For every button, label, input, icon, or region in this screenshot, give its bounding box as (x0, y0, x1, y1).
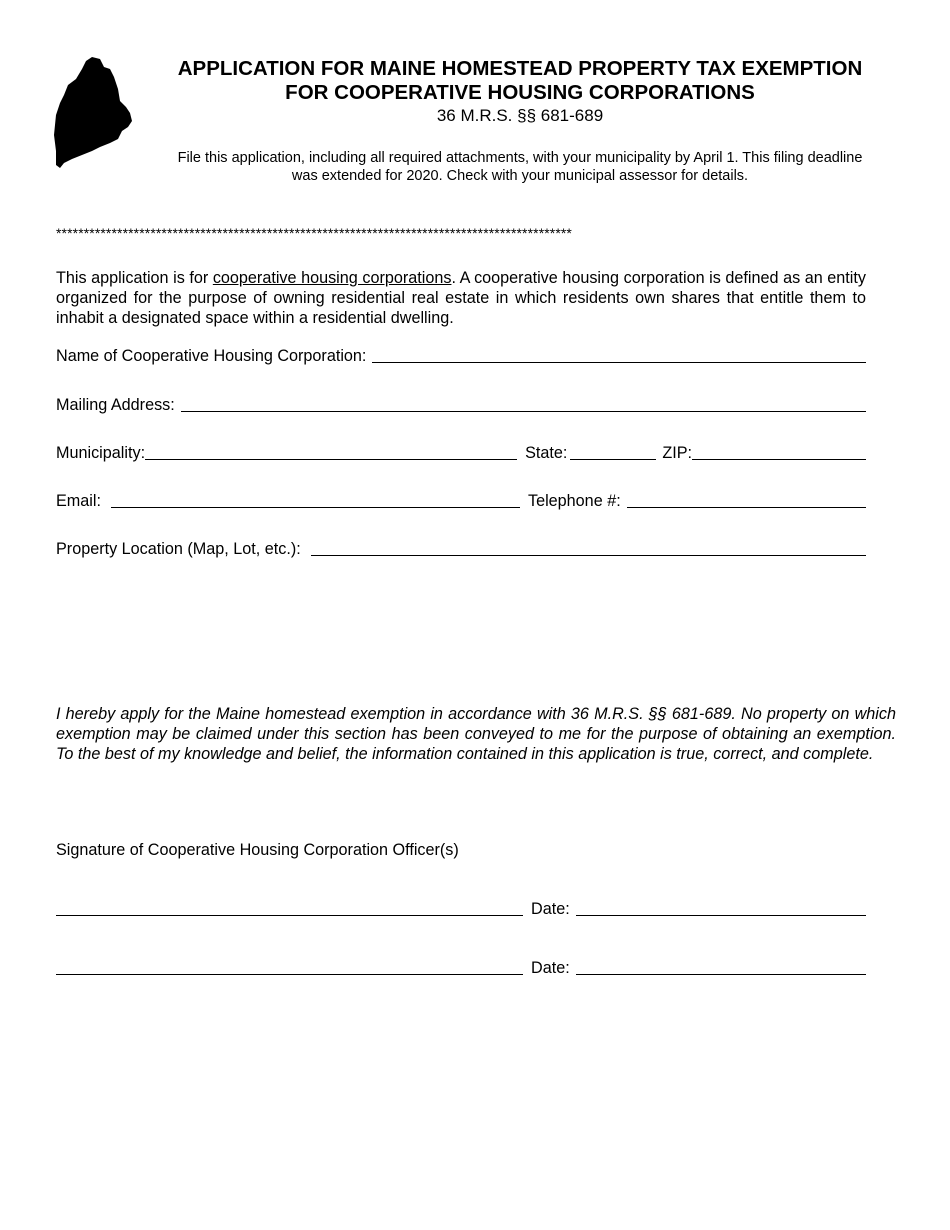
email-field[interactable] (111, 491, 520, 508)
telephone-field[interactable] (627, 491, 866, 508)
filing-instructions-line-1: File this application, including all required attachments, with your municipality by April 1. This filing deadline (177, 150, 863, 166)
property-location-field[interactable] (311, 539, 866, 556)
zip-field[interactable] (692, 443, 866, 460)
intro-suffix: . A cooperative housing corporation is defined as an entity organized for the purpose of owning residential real estate in which residents own shares that entitle them to inhabit a designated space within a residential dwelling. (56, 269, 866, 327)
officer-signature-field-2[interactable] (56, 958, 523, 975)
signature-row-2 (56, 956, 866, 978)
state-field[interactable] (570, 443, 656, 460)
email-telephone-row (56, 489, 866, 511)
mailing-address-row (56, 393, 866, 415)
date-field-2[interactable] (576, 958, 866, 975)
date-label-2: Date: (531, 959, 570, 977)
intro-underlined-term: cooperative housing corporations (212, 269, 452, 287)
declaration-statement: I hereby apply for the Maine homestead exemption in accordance with 36 M.R.S. §§ 681-689. No property on which exemption may be claimed under this section has been conveyed to me for the purpose of obtaining an exemption. To the best of my knowledge and belief, the information contained in this application is true, correct, and complete. (56, 705, 896, 763)
statute-reference: 36 M.R.S. §§ 681-689 (436, 106, 604, 125)
property-location-label: Property Location (Map, Lot, etc.): (56, 540, 301, 558)
municipality-label: Municipality: (56, 444, 146, 462)
municipality-field[interactable] (145, 443, 517, 460)
corporation-name-field[interactable] (372, 346, 866, 363)
maine-state-silhouette-icon (52, 55, 136, 169)
filing-instructions-line-2: was extended for 2020. Check with your municipal assessor for details. (291, 168, 749, 184)
signature-row-1 (56, 897, 866, 919)
property-location-row (56, 537, 866, 559)
date-label-1: Date: (531, 900, 570, 918)
corporation-name-label: Name of Cooperative Housing Corporation: (56, 347, 367, 365)
email-label: Email: (56, 492, 101, 510)
state-label: State: (525, 444, 568, 462)
form-title-line-2: FOR COOPERATIVE HOUSING CORPORATIONS (285, 81, 755, 104)
intro-prefix: This application is for (56, 269, 213, 287)
municipality-row (56, 441, 866, 463)
mailing-address-label: Mailing Address: (56, 396, 175, 414)
zip-label: ZIP: (662, 444, 693, 462)
form-title-line-1: APPLICATION FOR MAINE HOMESTEAD PROPERTY TAX EXEMPTION (177, 57, 863, 80)
signature-section-title: Signature of Cooperative Housing Corporation Officer(s) (56, 841, 459, 859)
intro-paragraph (56, 268, 866, 328)
officer-signature-field-1[interactable] (56, 899, 523, 916)
telephone-label: Telephone #: (527, 492, 621, 510)
date-field-1[interactable] (576, 899, 866, 916)
corporation-name-row (56, 344, 866, 366)
mailing-address-field[interactable] (181, 395, 866, 412)
asterisk-separator: ********************************************************************************************* (56, 225, 572, 241)
